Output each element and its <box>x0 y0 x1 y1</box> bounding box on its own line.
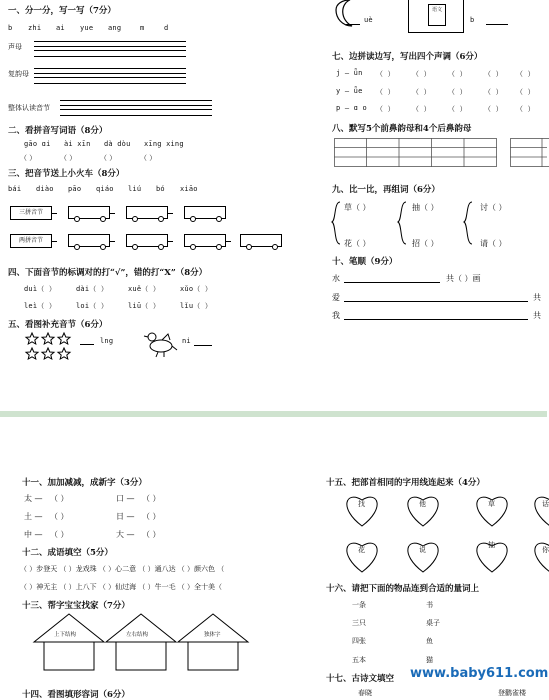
s15-title: 十五、把部首相同的字用线连起来（4分） <box>326 476 485 488</box>
s2-py-0: gāo ɑi <box>24 140 51 148</box>
s9-pair-0-top[interactable]: 草（ ） <box>344 202 371 213</box>
s10-stroke-line-0[interactable] <box>344 282 440 283</box>
s12-row-0[interactable]: （ ）步登天 （ ）龙戏珠 （ ）心二意 （ ）通八达 （ ）颜六色 （ <box>20 564 224 574</box>
s7-r0-c0: j — ǖn <box>336 69 363 77</box>
s6-blank-2[interactable] <box>486 24 508 25</box>
s2-title: 二、看拼音写词语（8分） <box>8 124 107 136</box>
s11-r0-a: 太 — <box>24 493 43 504</box>
s7-r1-c3[interactable]: （ ） <box>448 87 467 97</box>
wheel-icon <box>158 216 164 222</box>
s3-train-0-link <box>52 213 57 214</box>
s8-title: 八、默写5个前鼻韵母和4个后鼻韵母 <box>332 122 471 134</box>
s2-py-1: ài xīn <box>64 140 91 148</box>
s16-title: 十六、请把下面的物品连到合适的量词上 <box>326 582 479 594</box>
s10-stroke-line-2[interactable] <box>344 319 528 320</box>
s1-py-3: yue <box>80 24 93 32</box>
s2-blank-0[interactable]: （ ） <box>20 153 36 163</box>
s10-char-0: 水 <box>332 273 340 284</box>
s7-r0-c2[interactable]: （ ） <box>412 69 431 79</box>
s9-pair-2-bottom[interactable]: 请（ ） <box>480 238 507 249</box>
s1-row-label-1: 复韵母 <box>8 69 29 79</box>
s3-train-1-link <box>52 241 57 242</box>
s4-r0-c1[interactable]: dài（ ） <box>76 284 108 294</box>
s7-r0-c5[interactable]: （ ） <box>516 69 535 79</box>
s13-house-label-2: 独体字 <box>204 630 221 638</box>
s5-title: 五、看图补充音节（6分） <box>8 318 107 330</box>
s3-py-1: diào <box>36 185 54 193</box>
s1-py-4: ang <box>108 24 121 32</box>
s16-left-2[interactable]: 四张 <box>352 636 366 646</box>
s1-row-label-2: 整体认读音节 <box>8 103 50 113</box>
s16-right-1[interactable]: 桌子 <box>426 618 440 628</box>
s17-title: 十七、古诗文填空 <box>326 672 394 684</box>
s16-right-0[interactable]: 书 <box>426 600 433 610</box>
s11-r1-a: 土 — <box>24 511 43 522</box>
wheel-icon <box>190 216 196 222</box>
wheel-icon <box>158 244 164 250</box>
s11-r1-d[interactable]: （ ） <box>142 511 161 522</box>
s3-py-4: liú <box>128 185 141 193</box>
wheel-icon <box>246 244 252 250</box>
s3-train-0-link <box>110 213 115 214</box>
s3-train-0-link <box>168 213 173 214</box>
s1-writing-lines-0[interactable] <box>34 41 186 57</box>
s7-r1-c0: y — ǖe <box>336 87 363 95</box>
s10-total-1[interactable]: 共 <box>533 292 541 303</box>
wheel-icon <box>74 216 80 222</box>
s1-py-5: m <box>140 24 144 32</box>
s3-train-1-link <box>110 241 115 242</box>
wheel-icon <box>272 244 278 250</box>
s4-r1-c0[interactable]: leì（ ） <box>24 301 56 311</box>
s7-r0-c4[interactable]: （ ） <box>484 69 503 79</box>
wheel-icon <box>100 244 106 250</box>
s7-r2-c3[interactable]: （ ） <box>448 104 467 114</box>
s1-title: 一、分一分，写一写（7分） <box>8 4 116 16</box>
s7-title: 七、边拼读边写，写出四个声调（6分） <box>332 50 482 62</box>
s15-bottom-0[interactable]: 花 <box>358 545 365 555</box>
s1-writing-lines-2[interactable] <box>60 100 212 116</box>
s15-hearts <box>344 488 547 578</box>
s7-r2-c1[interactable]: （ ） <box>376 104 395 114</box>
s2-blank-3[interactable]: （ ） <box>140 153 156 163</box>
s9-pair-2-top[interactable]: 讨（ ） <box>480 202 507 213</box>
s7-r1-c5[interactable]: （ ） <box>516 87 535 97</box>
s7-r1-c2[interactable]: （ ） <box>412 87 431 97</box>
s13-house-label-0: 上下结构 <box>54 630 76 638</box>
s9-pair-1-bottom[interactable]: 招（ ） <box>412 238 439 249</box>
s4-r0-c2[interactable]: xuě（ ） <box>128 284 160 294</box>
s16-left-1[interactable]: 三只 <box>352 618 366 628</box>
s7-r2-c2[interactable]: （ ） <box>412 104 431 114</box>
s15-bottom-1[interactable]: 说 <box>419 545 426 555</box>
s2-py-3: xīng xing <box>144 140 184 148</box>
s13-title: 十三、帮字宝宝找家（7分） <box>22 599 130 611</box>
s3-train-0-engine: 三拼音节 <box>10 206 52 220</box>
s4-r1-c1[interactable]: loi（ ） <box>76 301 108 311</box>
s13-house-2[interactable] <box>176 612 250 672</box>
book-label: 语文 <box>428 4 446 26</box>
s17-poem-right: 登鹳雀楼 <box>498 688 526 698</box>
s11-r0-c: 口 — <box>116 493 135 504</box>
s1-writing-lines-1[interactable] <box>34 68 186 84</box>
s1-py-2: ai <box>56 24 65 32</box>
s2-py-2: dà dòu <box>104 140 131 148</box>
s3-py-0: bái <box>8 185 21 193</box>
s16-left-3[interactable]: 五本 <box>352 655 366 665</box>
s16-left-0[interactable]: 一条 <box>352 600 366 610</box>
s11-r2-c: 大 — <box>116 529 135 540</box>
s10-title: 十、笔顺（9分） <box>332 255 397 267</box>
s3-train-1-link <box>168 241 173 242</box>
s5-item1: lng <box>100 337 113 345</box>
wheel-icon <box>132 244 138 250</box>
s11-title: 十一、加加减减，成新字（3分） <box>22 476 147 488</box>
wheel-icon <box>100 216 106 222</box>
s7-r0-c3[interactable]: （ ） <box>448 69 467 79</box>
wheel-icon <box>74 244 80 250</box>
s17-poem-left: 春晓 <box>358 688 372 698</box>
s13-house-label-1: 左右结构 <box>126 630 148 638</box>
s11-r1-c: 日 — <box>116 511 135 522</box>
s1-py-6: d <box>164 24 168 32</box>
s7-r1-c4[interactable]: （ ） <box>484 87 503 97</box>
s10-total-0[interactable]: 共（ ）画 <box>446 273 481 284</box>
s15-top-1[interactable]: 他 <box>419 499 426 509</box>
s6-py-ue: uè <box>364 16 373 24</box>
s11-r2-d[interactable]: （ ） <box>142 529 161 540</box>
s13-house-0[interactable] <box>32 612 106 672</box>
s9-pair-0-bottom[interactable]: 花（ ） <box>344 238 371 249</box>
wheel-icon <box>216 216 222 222</box>
s14-title: 十四、看图填形容词（6分） <box>22 688 130 700</box>
s13-house-1[interactable] <box>104 612 178 672</box>
s5-blank-2[interactable] <box>194 345 212 346</box>
s9-pair-1-top[interactable]: 抽（ ） <box>412 202 439 213</box>
s1-py-1: zhi <box>28 24 41 32</box>
s15-top-2[interactable]: 草 <box>488 499 495 509</box>
s7-r1-c1[interactable]: （ ） <box>376 87 395 97</box>
s10-char-2: 我 <box>332 310 340 321</box>
s3-py-3: qiáo <box>96 185 114 193</box>
s11-r0-d[interactable]: （ ） <box>142 493 161 504</box>
s4-r1-c3[interactable]: lǐu（ ） <box>180 301 212 311</box>
s7-r2-c5[interactable]: （ ） <box>516 104 535 114</box>
s3-py-6: xiāo <box>180 185 198 193</box>
stars-icon <box>26 332 74 362</box>
s7-r2-c4[interactable]: （ ） <box>484 104 503 114</box>
s2-blank-1[interactable]: （ ） <box>60 153 76 163</box>
s8-writing-grid[interactable] <box>334 138 547 168</box>
s15-bottom-3[interactable]: 你 <box>542 545 549 555</box>
s6-py-b: b <box>470 16 474 24</box>
s2-blank-2[interactable]: （ ） <box>100 153 116 163</box>
s11-r1-b[interactable]: （ ） <box>50 511 69 522</box>
s12-row-1[interactable]: （ ）神无主 （ ）上八下 （ ）仙过海 （ ）牛一毛 （ ）全十美（ <box>20 582 222 592</box>
s15-bottom-2[interactable]: 抽 <box>488 540 495 550</box>
s11-r2-b[interactable]: （ ） <box>50 529 69 540</box>
s11-r0-b[interactable]: （ ） <box>50 493 69 504</box>
s9-title: 九、比一比，再组词（6分） <box>332 183 440 195</box>
s10-total-2[interactable]: 共 <box>533 310 541 321</box>
s7-r2-c0: p — ɑ o <box>336 104 367 112</box>
s6-blank-1[interactable] <box>346 24 360 25</box>
s3-train-1-engine: 两拼音节 <box>10 234 52 248</box>
s4-r0-c0[interactable]: duì（ ） <box>24 284 56 294</box>
watermark: www.baby611.com <box>410 666 548 681</box>
s12-title: 十二、成语填空（5分） <box>22 546 113 558</box>
s16-right-3[interactable]: 猫 <box>426 655 433 665</box>
s3-py-5: bó <box>156 185 165 193</box>
bird-icon <box>144 328 178 358</box>
s4-title: 四、下面音节的标调对的打“√”，错的打“X”（8分） <box>8 266 207 278</box>
s3-title: 三、把音节送上小火车（8分） <box>8 167 124 179</box>
s3-train-1-link <box>226 241 231 242</box>
s15-top-3[interactable]: 话 <box>542 499 549 509</box>
s4-r1-c2[interactable]: liū（ ） <box>128 301 160 311</box>
s4-r0-c3[interactable]: xǔo（ ） <box>180 284 212 294</box>
s10-char-1: 爱 <box>332 292 340 303</box>
page-separator <box>0 411 547 417</box>
wheel-icon <box>132 216 138 222</box>
s5-item2: ni <box>182 337 191 345</box>
s1-row-label-0: 声母 <box>8 42 22 52</box>
s10-stroke-line-1[interactable] <box>344 301 528 302</box>
s11-r2-a: 中 — <box>24 529 43 540</box>
s3-py-2: pāo <box>68 185 81 193</box>
s7-r0-c1[interactable]: （ ） <box>376 69 395 79</box>
s16-right-2[interactable]: 鱼 <box>426 636 433 646</box>
wheel-icon <box>190 244 196 250</box>
s5-blank-1[interactable] <box>80 344 94 345</box>
wheel-icon <box>216 244 222 250</box>
s15-top-0[interactable]: 找 <box>358 499 365 509</box>
s1-py-0: b <box>8 24 12 32</box>
